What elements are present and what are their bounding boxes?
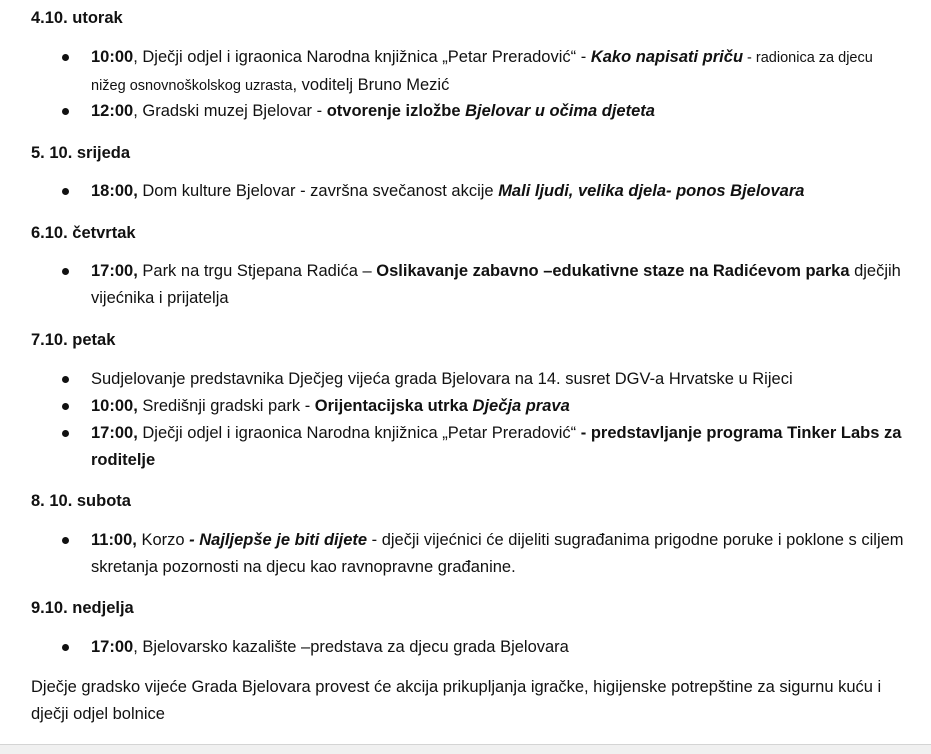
event-title-italic: Bjelovar u očima djeteta <box>465 102 655 120</box>
list-item <box>91 258 906 312</box>
event-description: - radionica za djecu nižeg osnovnoškolskog uzrasta <box>91 50 873 94</box>
event-title: Oslikavanje zabavno –edukativne staze na Radićevom parka <box>376 262 850 280</box>
event-title: - Najljepše je biti dijete <box>189 531 368 549</box>
event-venue: Središnji gradski park - <box>137 397 315 415</box>
day-heading: 4.10. utorak <box>31 9 123 27</box>
event-time: 10:00, <box>91 397 138 415</box>
event-title-italic: Dječja prava <box>472 397 570 415</box>
event-time: 17:00 <box>91 638 134 656</box>
list-item <box>91 98 906 125</box>
list-item <box>91 393 906 420</box>
event-title: Kako napisati priču <box>590 48 744 66</box>
closing-paragraph: Dječje gradsko vijeće Grada Bjelovara provest će akcija prikupljanja igračke, higijenske potrepštine za sigurnu kuću i dječji odjel bolnice <box>31 678 882 723</box>
event-venue: , Gradski muzej Bjelovar - <box>133 102 327 120</box>
event-venue: Dom kulture Bjelovar - završna svečanost akcije <box>137 182 499 200</box>
event-time: 18:00, <box>91 182 138 200</box>
day-heading: 5. 10. srijeda <box>31 144 131 162</box>
event-venue: Park na trgu Stjepana Radića – <box>137 262 377 280</box>
list-item <box>91 44 906 100</box>
event-time: 11:00, <box>91 531 137 549</box>
event-title: Mali ljudi, velika djela- ponos Bjelovara <box>498 182 805 200</box>
event-time: 12:00 <box>91 102 134 120</box>
event-description: Sudjelovanje predstavnika Dječjeg vijeća grada Bjelovara na 14. susret DGV-a Hrvatske u Rijeci <box>91 370 793 388</box>
event-time: 17:00, <box>91 262 138 280</box>
list-item <box>91 420 906 474</box>
event-venue: , Dječji odjel i igraonica Narodna knjižnica „Petar Preradović“ - <box>133 48 591 66</box>
list-item <box>91 178 906 205</box>
status-bar <box>0 744 931 754</box>
list-item <box>91 634 906 661</box>
day-heading: 8. 10. subota <box>31 492 131 510</box>
list-item <box>91 366 906 393</box>
event-title: - predstavljanje programa Tinker Labs za roditelje <box>91 424 902 469</box>
event-venue: , Bjelovarsko kazalište –predstava za djecu grada Bjelovara <box>133 638 569 656</box>
event-time: 17:00, <box>91 424 138 442</box>
event-venue: Korzo <box>136 531 190 549</box>
day-heading: 9.10. nedjelja <box>31 599 134 617</box>
event-time: 10:00 <box>91 48 134 66</box>
event-title: otvorenje izložbe <box>326 102 466 120</box>
event-description: dječjih vijećnika i prijatelja <box>91 262 901 307</box>
event-venue: Dječji odjel i igraonica Narodna knjižnica „Petar Preradović“ <box>137 424 581 442</box>
event-description: - dječji vijećnici će dijeliti sugrađanima prigodne poruke i poklone s ciljem skretanja pozornosti na djecu kao ravnopravne građanine. <box>91 531 904 576</box>
event-title: Orijentacijska utrka <box>314 397 473 415</box>
day-heading: 6.10. četvrtak <box>31 224 136 242</box>
day-heading: 7.10. petak <box>31 331 116 349</box>
event-leader: , voditelj Bruno Mezić <box>292 76 450 94</box>
list-item <box>91 527 906 581</box>
